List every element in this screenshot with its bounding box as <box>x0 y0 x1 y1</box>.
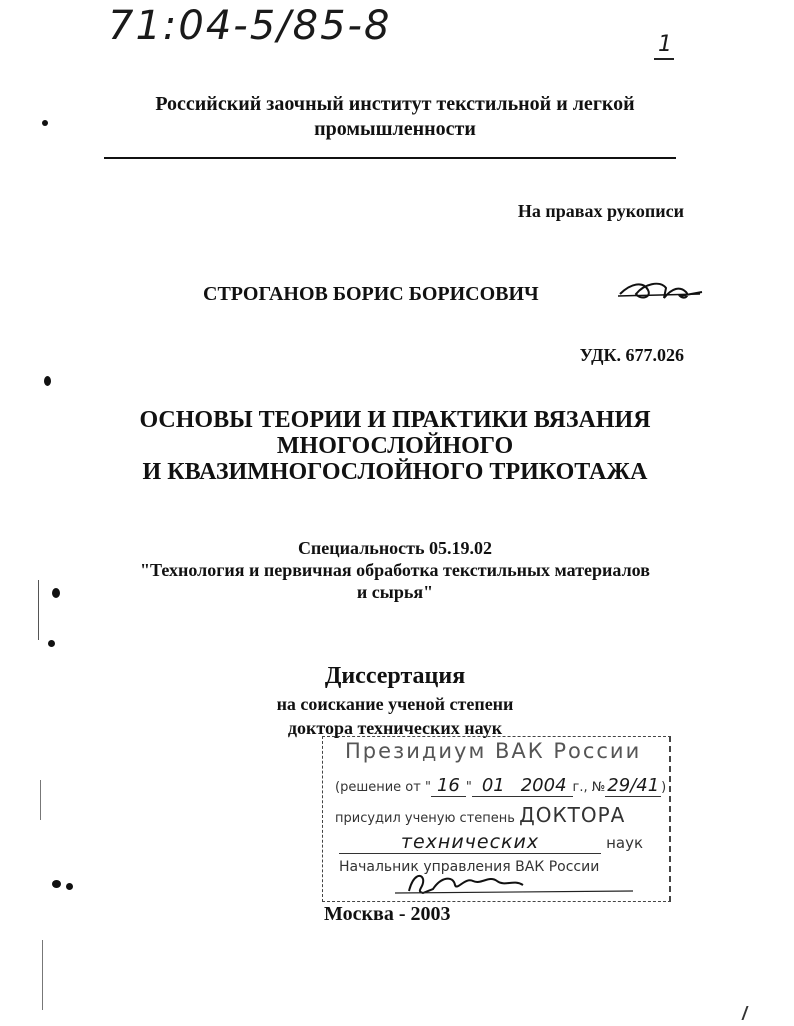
stamp-field-suffix: наук <box>606 834 644 852</box>
city-year: Москва - 2003 <box>324 903 451 925</box>
stamp-chief: Начальник управления ВАК России <box>339 859 600 875</box>
vak-stamp <box>322 736 671 902</box>
archive-number: 71:04-5/85-8 <box>108 3 392 49</box>
author-signature <box>614 274 706 308</box>
scan-mark-3 <box>52 588 60 598</box>
stamp-number-suffix: ) <box>661 780 667 795</box>
specialty-code: Специальность 05.19.02 <box>297 538 493 558</box>
stamp-year: 2004 <box>515 775 573 797</box>
stamp-mid-quote: " <box>465 780 472 795</box>
specialty-block <box>60 537 730 603</box>
scan-edge-line <box>38 580 39 640</box>
title-line-1: ОСНОВЫ ТЕОРИИ И ПРАКТИКИ ВЯЗАНИЯ <box>139 407 651 433</box>
stamp-day: 16 <box>431 775 466 797</box>
scan-mark-1 <box>42 120 48 126</box>
stamp-field-line <box>339 831 665 854</box>
stamp-degree: ДОКТОРА <box>519 803 626 827</box>
scan-mark-6 <box>66 883 73 890</box>
degree-block <box>60 692 730 740</box>
page-number-mark: 1 <box>658 32 674 57</box>
degree-line-2: доктора технических наук <box>287 718 503 738</box>
institute-line-2: промышленности <box>314 118 476 140</box>
scan-mark-5 <box>52 880 61 888</box>
stamp-number: 29/41 <box>607 775 660 796</box>
stamp-decision-line <box>335 775 666 796</box>
dissertation-heading: Диссертация <box>324 663 466 689</box>
title-line-3: И КВАЗИМНОГОСЛОЙНОГО ТРИКОТАЖА <box>142 459 648 485</box>
institute-line-1: Российский заочный институт текстильной и легкой <box>155 93 635 115</box>
stamp-month: 01 <box>472 775 515 797</box>
stamp-field: технических <box>339 831 601 854</box>
stamp-title: Президиум ВАК России <box>345 739 642 763</box>
stamp-awarded-prefix: присудил ученую степень <box>335 811 515 826</box>
scan-mark-7 <box>741 1006 758 1020</box>
specialty-name-line-2: и сырья" <box>356 582 434 602</box>
title-line-2: МНОГОСЛОЙНОГО <box>276 433 514 459</box>
stamp-decision-prefix: (решение от " <box>335 780 431 795</box>
degree-line-1: на соискание ученой степени <box>276 694 514 714</box>
institute-divider <box>104 157 676 159</box>
scan-edge-line-3 <box>42 940 43 1010</box>
page-number-underline <box>654 58 674 60</box>
scan-mark-4 <box>48 640 55 647</box>
scan-edge-line-2 <box>40 780 41 820</box>
dissertation-title <box>60 407 730 485</box>
stamp-awarded-line <box>335 803 625 827</box>
institute-name <box>60 92 730 142</box>
stamp-signature <box>393 867 643 897</box>
rights-note: На правах рукописи <box>517 201 684 221</box>
author-name: СТРОГАНОВ БОРИС БОРИСОВИЧ <box>203 283 539 305</box>
udc-code: УДК. 677.026 <box>579 345 684 365</box>
stamp-year-suffix: г., № <box>572 780 606 795</box>
specialty-name-line-1: "Технология и первичная обработка текстильных материалов <box>140 560 650 580</box>
scan-mark-2 <box>44 376 51 386</box>
